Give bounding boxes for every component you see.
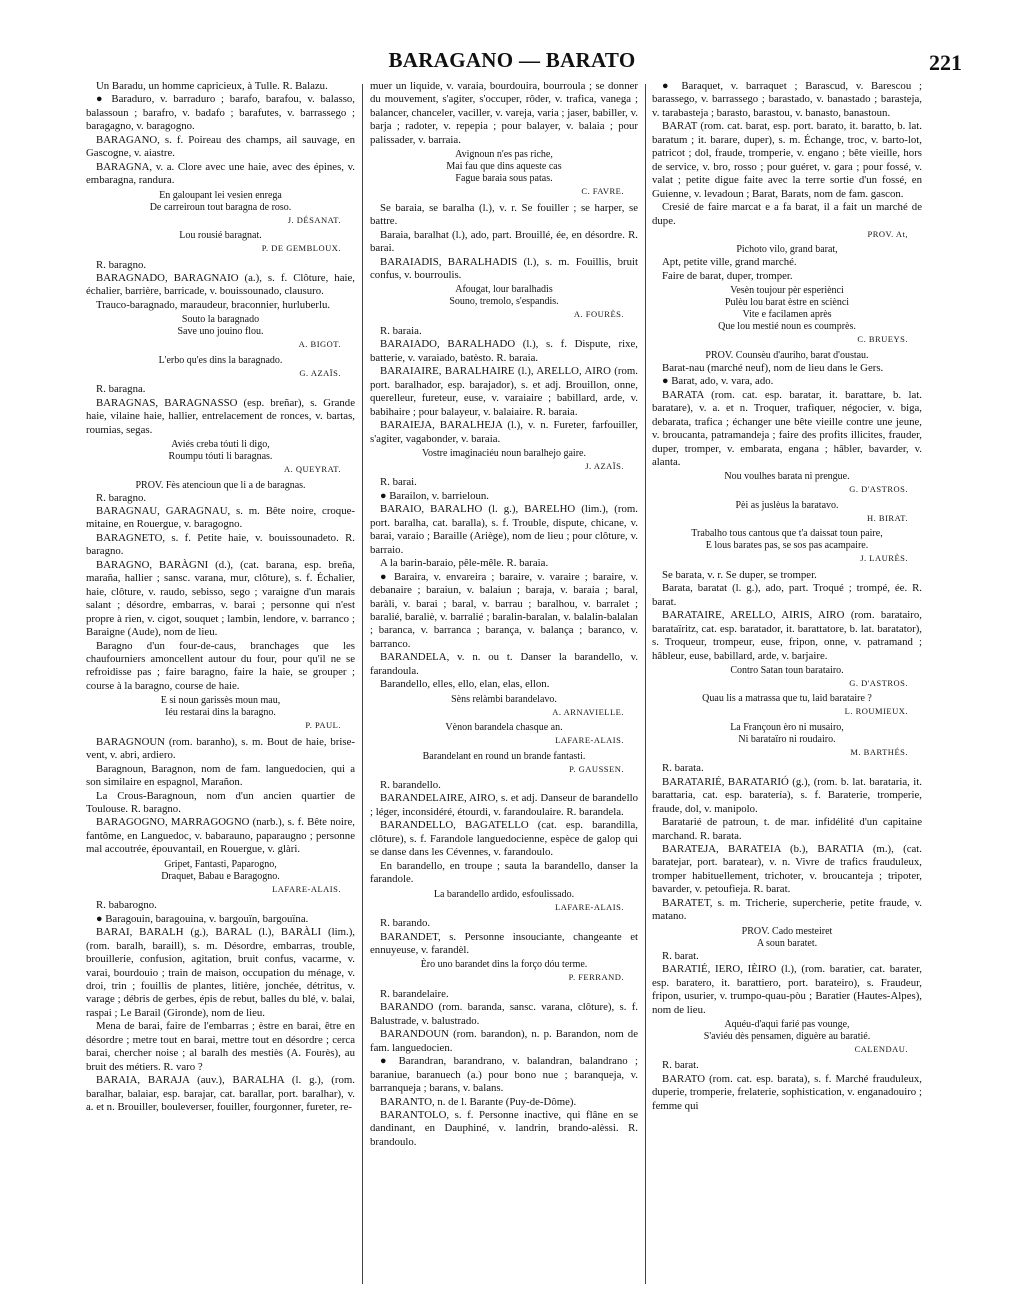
dictionary-entry: BARAGNAU, GARAGNAU, s. m. Bête noire, croque-mitaine, en Rouergue, v. baragogno. [86, 504, 355, 531]
dictionary-entry: BARATAIRE, ARELLO, AIRIS, AIRO (rom. baratairo, barataïritz, cat. esp. baratador, it. barattatore, b. lat. baratator), s. Troqueur, trompeur, euse, fripon, onne, v. patramand ; hâbleur, euse, babillard, arde, v. barjaire. [652, 609, 922, 662]
quotation: Contro Satan toun baratairo. [730, 664, 844, 676]
dictionary-entry: BARAIADIS, BARALHADIS (l.), s. m. Fouillis, bruit confus, v. bourroulis. [370, 255, 638, 281]
dictionary-entry: BARATA (rom. cat. esp. baratar, it. barattare, b. lat. baratare), v. a. et n. Troquer, trafiquer, négocier, v. biga, debarata, trafica ; échanger une bête vieille contre une jeune, v. broucanta, patramandeja ; faire des profits illicites, frauder, duper, tromper, v. embarata, engana ; hâbler, bavarder, v. alanta. [652, 388, 922, 468]
quotation-author: LAFARE-ALAIS. [555, 901, 624, 912]
quotation: Lou rousié baragnat. [179, 230, 262, 242]
quotation-author: A. FOURÈS. [573, 309, 624, 320]
quotation: Vostre imaginaciéu noun baralhejo gaire. [422, 447, 586, 459]
quotation: Sèns relàmbi barandelavo. [451, 693, 557, 705]
dictionary-entry: BARATET, s. m. Tricherie, supercherie, petite fraude, v. matano. [652, 896, 922, 923]
quotation-author: J. LAURÈS. [860, 553, 908, 564]
dictionary-entry: BARAI, BARALH (g.), BARAL (l.), BARÀLI (lim.), (rom. baralh, baraill), s. m. Désordre, embarras, trouble, brouillerie, confusion, agitation, bruit confus, vacarme, v. varai, bourdouio ; train de maison, occupation du ménage, v. droi, trin ; fouillis de plantes, litière, jonchée, détritus, v. varage ; débris de gerbes, épis de rebut, balles du blé, v. balai, raspai ; Le Barail (Gironde), nom de lieu. [86, 926, 355, 1019]
dictionary-entry: ● Barandran, barandrano, v. balandran, balandrano ; baraniue, baranuech (a.) pour bono nue ; baranqueja, v. barranqueja ; barans, v. balans. [370, 1055, 638, 1095]
quotation: Afougat, lour baralhadis Souno, tremolo, s'espandis. [449, 284, 559, 308]
quotation: E si noun garissès moun mau, Iéu restarai dins la baragno. [160, 695, 281, 719]
quotation: La barandello ardido, esfoulissado. [433, 888, 575, 900]
quotation-author: J. AZAÏS. [585, 460, 624, 471]
dictionary-entry: R. baragno. [96, 258, 147, 271]
dictionary-entry: BARAIEJA, BARALHEJA (l.), v. n. Fureter, farfouiller, s'agiter, vagabonder, v. baraia. [370, 419, 638, 445]
quotation-author: PROV. At, [867, 228, 908, 239]
dictionary-entry: Se baraia, se baralha (l.), v. r. Se fouiller ; se harper, se battre. [370, 201, 638, 228]
dictionary-entry: Barandello, elles, ello, elan, elas, ellon. [380, 678, 550, 691]
dictionary-entry: BARATARIÉ, BARATARIÓ (g.), (rom. b. lat. barataria, it. barattaria, cat. esp. baratería), s. f. Baraterie, tromperie, fraude, dol, v. manipolo. [652, 775, 922, 815]
quotation-author: C. FAVRE. [581, 186, 624, 197]
dictionary-entry: R. barandelaire. [380, 987, 449, 1000]
dictionary-entry: R. barat. [662, 949, 699, 962]
dictionary-entry: BARANTO, n. de l. Barante (Puy-de-Dôme). [380, 1095, 577, 1108]
quotation: Vènon barandela chasque an. [445, 722, 563, 734]
dictionary-entry: Apt, petite ville, grand marché. [662, 256, 797, 269]
dictionary-entry: BARAIAIRE, BARALHAIRE (l.), ARELLO, AIRO (rom. port. baralhador, esp. barajador), s. et adj. Brouillon, onne, querelleur, fureteur, euse, v. varaiaire ; babillard, arde, v. babihaire ; pour balayeur, v. balaiaire. R. baraia. [370, 365, 638, 418]
dictionary-entry: BARATEJA, BARATEIA (b.), BARATIA (m.), (cat. baratejar, port. baratear), v. n. Vivre de trafics frauduleux, tromper habituellement, trichoter, v. broucanteja ; tripoter, bavarder, v. petoufieja. R. barat. [652, 843, 922, 896]
dictionary-entry: A la barin-baraio, pêle-mêle. R. baraia. [380, 557, 549, 570]
dictionary-entry: R. barat. [662, 1059, 699, 1072]
dictionary-entry: La Crous-Baragnoun, nom d'un ancien quartier de Toulouse. R. baragno. [86, 789, 355, 816]
quotation: Quau lis a matrassa que tu, laid barataire ? [702, 693, 872, 705]
quotation: Souto la baragnado Save uno jouino flou. [177, 314, 264, 338]
quotation: Vesèn toujour pèr esperiènci Pulèu lou barat èstre en sciènci Vite e facilamen après Que lou mestié noun es coumprès. [718, 285, 856, 333]
dictionary-entry: ● Baraquet, v. barraquet ; Barascud, v. Barescou ; barassego, v. barrassego ; barastado, v. banastado ; barasteja, v. tarabasteja ; barasto, barastou, v. banasto, banastoun. [652, 80, 922, 119]
quotation: PROV. Cado mesteiret A soun baratet. [741, 925, 833, 949]
dictionary-column-middle [370, 80, 638, 1149]
dictionary-entry: BARAIADO, BARALHADO (l.), s. f. Dispute, rixe, batterie, v. varaiado, batèsto. R. baraia. [370, 338, 638, 364]
dictionary-entry: BARANDELLO, BAGATELLO (cat. esp. barandilla, clôture), s. f. Farandole languedocienne, espèce de galop qui se danse dans les Cévennes, v. farandoulo. [370, 819, 638, 859]
quotation-author: J. DÉSANAT. [287, 214, 341, 225]
quotation: PROV. Fès atencioun que li a de baragnas. [135, 479, 306, 491]
dictionary-entry: BARANDOUN (rom. barandon), n. p. Barandon, nom de fam. languedocien. [370, 1028, 638, 1054]
quotation: Aquéu-d'aqui farié pas vounge, S'aviéu dès pensamen, diguère au baratié. [703, 1019, 871, 1043]
dictionary-entry: BARATO (rom. cat. esp. barata), s. f. Marché frauduleux, duperie, tromperie, frelaterie, sophistication, v. enganadouiro ; femme qui [652, 1072, 922, 1112]
entry-continuation: muer un liquide, v. varaia, bourdouira, bourroula ; se donner du mouvement, s'agiter, s'occuper, rôder, v. trafica, vanega ; balancer, chanceler, vaciller, v. vareja, varia ; jaser, babiller, v. barja ; radoter, v. repepia ; pour balayer, v. balaia ; pour palissader, v. barraia. [370, 80, 638, 146]
dictionary-entry: BARAGANO, s. f. Poireau des champs, ail sauvage, en Gascogne, v. aiastre. [86, 133, 355, 160]
dictionary-entry: ● Barat, ado, v. vara, ado. [662, 375, 774, 388]
quotation: En galoupant lei vesien enrega De carreiroun tout baragna de roso. [149, 189, 292, 213]
quotation: La Françoun èro ni musairo, Ni barataïro ni roudairo. [730, 721, 844, 745]
dictionary-entry: Un Baradu, un homme capricieux, à Tulle. R. Balazu. [96, 80, 328, 92]
dictionary-entry: ● Barailon, v. barrieloun. [380, 489, 489, 502]
quotation: Nou voulhes barata ni prengue. [724, 471, 850, 483]
dictionary-entry: ● Baraira, v. envareira ; baraire, v. varaire ; baraire, v. debanaire ; baraiun, v. balaiun ; baraja, v. baraia ; baral, baràli, v. barai ; baral, v. barrau ; baralhou, v. barralet ; baralié, baraliè, v. barralié ; baralin-baralan, v. balalin-balalan ; baranca, v. barranca ; barança, v. balança ; baranco, v. barranco. [370, 570, 638, 650]
dictionary-entry: R. babarogno. [96, 899, 157, 912]
dictionary-entry: ● Baragouin, baragouina, v. bargouïn, bargouïna. [96, 912, 309, 925]
dictionary-entry: Cresié de faire marcat e a fa barat, il a fait un marché de dupe. [652, 201, 922, 227]
quotation-author: LAFARE-ALAIS. [555, 735, 624, 746]
dictionary-entry: En barandello, en troupe ; sauta la barandello, danser la farandole. [370, 859, 638, 886]
quotation: Trabalho tous cantous que t'a daissat toun paire, E lous barates pas, se sos pas acampaire. [691, 528, 883, 552]
column-divider [645, 84, 646, 1284]
dictionary-entry: BARAGNADO, BARAGNAIO (a.), s. f. Clôture, haie, échalier, barrière, barricade, v. bouissounado, clausuro. [86, 271, 355, 298]
quotation-author: L. ROUMIEUX. [844, 706, 908, 717]
quotation: L'erbo qu'es dins la baragnado. [158, 354, 283, 366]
dictionary-entry: R. barata. [662, 762, 704, 775]
running-header [0, 44, 1024, 78]
dictionary-entry: Faire de barat, duper, tromper. [662, 269, 793, 282]
dictionary-entry: BARAGNO, BARÀGNI (d.), (cat. barana, esp. breña, maraña, hallier ; sansc. varana, mur, clôture), s. f. Échalier, haie, clôture, v. raudo, sebisso, sego ; varaigne d'un marais salant ; désordre, embarras, v. barai ; personne qui n'est propre à rien, v. cigot, souquet ; lambin, lendore, v. barranco ; Baraigne (Aude), nom de lieu. [86, 558, 355, 639]
quotation-author: C. BRUEYS. [857, 334, 908, 345]
dictionary-entry: BARAGNA, v. a. Clore avec une haie, avec des épines, v. embaragna, randura. [86, 160, 355, 187]
quotation-author: H. BIRAT. [867, 512, 908, 523]
dictionary-entry: BARAIO, BARALHO (l. g.), BARELHO (lim.), (rom. port. baralha, cat. baralla), s. f. Trouble, dispute, chicane, v. barai, varaio ; Baraille (Ariège), nom de lieu ; pour clôture, v. barraio. [370, 503, 638, 556]
dictionary-entry: BARANDO (rom. baranda, sansc. varana, clôture), s. f. Balustrade, v. balustrado. [370, 1001, 638, 1027]
quotation: Gripet, Fantasti, Paparogno, Draquet, Babau e Baragogno. [161, 858, 280, 882]
dictionary-entry: BARAGNOUN (rom. baranho), s. m. Bout de haie, brise-vent, v. abri, ardiero. [86, 735, 355, 762]
quotation: Pichoto vilo, grand barat, [736, 244, 838, 256]
dictionary-entry: Mena de barai, faire de l'embarras ; èstre en barai, être en désordre ; metre tout en barai, mettre tout en désordre ; cerca barai, chercher noise ; al baralh des mestiès (A. Fourès), au bruit des métiers. R. varo ? [86, 1020, 355, 1073]
quotation-author: A. BIGOT. [298, 339, 341, 350]
quotation-author: M. BARTHÉS. [850, 746, 908, 757]
dictionary-entry: BARANDELAIRE, AIRO, s. et adj. Danseur de barandello ; léger, inconsidéré, étourdi, v. farandoulaire. R. barandela. [370, 792, 638, 818]
dictionary-entry: R. barando. [380, 917, 431, 930]
dictionary-column-right [652, 80, 922, 1113]
dictionary-entry: BARANDET, s. Personne insouciante, changeante et ennuyeuse, v. farandèl. [370, 930, 638, 957]
quotation-author: A. ARNAVIELLE. [552, 706, 624, 717]
quotation: Èro uno barandet dins la forço dóu terme. [420, 959, 588, 971]
quotation-author: G. AZAÏS. [299, 367, 341, 378]
quotation-author: P. PAUL. [305, 720, 341, 731]
dictionary-entry: BARATIÉ, IERO, IÈIRO (l.), (rom. baratier, cat. barater, esp. baratero, it. barattiero, port. barateiro), s. Fraudeur, fripon, usurier, v. trumpo-quau-pòu ; Baratier (Hautes-Alpes), nom de lieu. [652, 963, 922, 1016]
dictionary-entry: Trauco-baragnado, maraudeur, braconnier, hurluberlu. [96, 298, 331, 311]
dictionary-entry: BARAGNAS, BARAGNASSO (esp. breñar), s. Grande haie, vilaine haie, hallier, entrelacement de ronces, v. bartas, roumias, segas. [86, 396, 355, 436]
dictionary-entry: Barata, baratat (l. g.), ado, part. Troqué ; trompé, ée. R. barat. [652, 582, 922, 608]
dictionary-entry: R. baragna. [96, 383, 146, 396]
dictionary-entry: BARAGNETO, s. f. Petite haie, v. bouissounadeto. R. baragno. [86, 531, 355, 558]
quotation: PROV. Counsèu d'auriho, barat d'oustau. [705, 349, 869, 361]
dictionary-entry: BARAIA, BARAJA (auv.), BARALHA (l. g.), (rom. baralhar, balaiar, esp. barajar, cat. barallar, port. baralhar), v. a. et n. Brouiller, bouleverser, fouiller, fourgonner, fureter, re- [86, 1074, 355, 1114]
dictionary-entry: R. baraia. [380, 324, 422, 337]
quotation-author: P. FERRAND. [568, 972, 624, 983]
quotation-author: A. QUEYRAT. [283, 464, 341, 475]
dictionary-entry: BARANDELA, v. n. ou t. Danser la barandello, v. farandoula. [370, 651, 638, 677]
page-title: BARAGANO — BARATO [388, 48, 636, 72]
dictionary-entry: Baragnoun, Baragnon, nom de fam. languedocien, qui a son similaire en espagnol, Marañon. [86, 762, 355, 789]
dictionary-entry: R. barandello. [380, 779, 441, 792]
quotation: Aviés creba tóuti li digo, Roumpu tóuti li baragnas. [168, 439, 273, 463]
page-number: 221 [929, 50, 962, 75]
dictionary-entry: BARAT (rom. cat. barat, esp. port. barato, it. baratto, b. lat. baratum ; it. barare, duper), s. m. Échange, troc, v. barto-lot, patricot ; dol, fraude, tromperie, v. engano ; bête vieille, hors de service, v. bro, rosso ; pour guéret, v. gara ; pour fossé, v. valat ; petite digue faite avec la terre sortie d'un fossé, en Guienne, v. levadoun ; Barat, Barats, nom de fam. gascon. [652, 120, 922, 200]
quotation-author: G. D'ASTROS. [849, 484, 908, 495]
dictionary-entry: Baratarié de patroun, t. de mar. infidélité d'un capitaine marchand. R. barata. [652, 816, 922, 842]
dictionary-entry: Barat-nau (marché neuf), nom de lieu dans le Gers. [662, 361, 884, 374]
quotation-author: P. GAUSSEN. [569, 763, 624, 774]
dictionary-entry: Se barata, v. r. Se duper, se tromper. [662, 568, 817, 581]
column-divider [362, 84, 363, 1284]
dictionary-column-left [86, 80, 355, 1115]
quotation: Pèi as juslèus la baratavo. [735, 499, 839, 511]
dictionary-entry: ● Baraduro, v. barraduro ; barafo, barafou, v. balasso, balassoun ; barafro, v. badafo ; barafutes, v. barrassego ; baragagno, v. baragogno. [86, 93, 355, 133]
dictionary-entry: BARAGOGNO, MARRAGOGNO (narb.), s. f. Bête noire, fantôme, en Languedoc, v. babarauno, paparaugno ; personne mal accoutrée, épouvantail, en Rouergue, v. glàri. [86, 816, 355, 856]
dictionary-entry: Baraia, baralhat (l.), ado, part. Brouillé, ée, en désordre. R. barai. [370, 228, 638, 255]
quotation-author: P. DE GEMBLOUX. [261, 243, 341, 254]
quotation: Barandelant en round un brande fantasti. [422, 750, 586, 762]
dictionary-entry: R. baragno. [96, 491, 147, 504]
dictionary-entry: R. barai. [380, 476, 417, 489]
quotation: Avignoun n'es pas riche, Mai fau que dins aqueste cas Fague baraia sous patas. [446, 149, 562, 185]
quotation-author: CALENDAU. [854, 1044, 908, 1055]
quotation-author: LAFARE-ALAIS. [272, 883, 341, 894]
dictionary-entry: BARANTOLO, s. f. Personne inactive, qui flâne en se dandinant, en Dauphiné, v. landrin, brando-alèssi. R. brandoulo. [370, 1109, 638, 1148]
dictionary-entry: Baragno d'un four-de-caus, branchages que les chaufourniers amoncellent autour du four, pour qu'il ne se refroidisse pas ; faire baragno, faire la haie, se grouper ; course à la baragno, course de haie. [86, 639, 355, 692]
quotation-author: G. D'ASTROS. [849, 677, 908, 688]
